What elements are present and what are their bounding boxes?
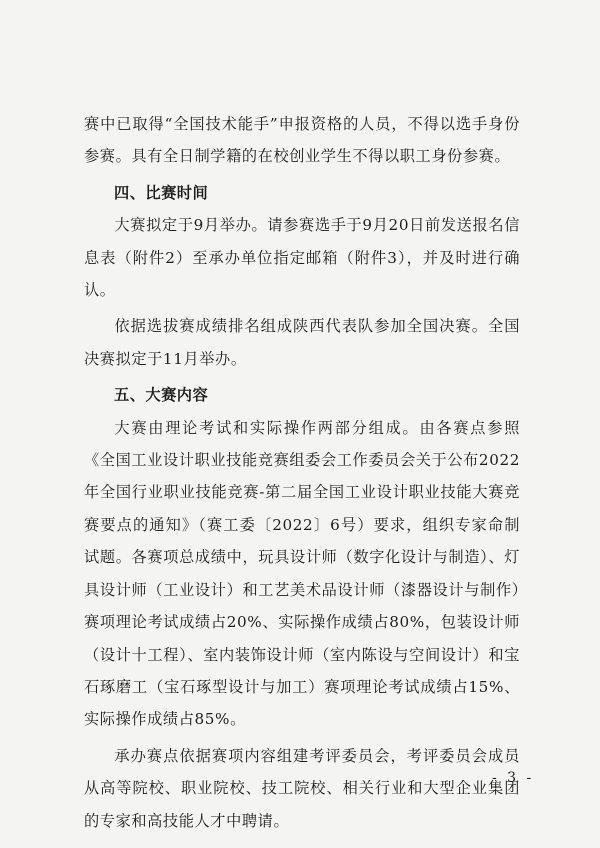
paragraph-eligibility: 赛中已取得“全国技术能手”申报资格的人员，不得以选手身份参赛。具有全日制学籍的在校创业学生不得以职工身份参赛。 <box>84 115 520 166</box>
document-body <box>84 108 520 837</box>
section-heading-content: 五、大赛内容 <box>114 386 209 405</box>
section-heading-schedule: 四、比赛时间 <box>114 183 209 202</box>
paragraph-content-details: 大赛由理论考试和实际操作两部分组成。由各赛点参照《全国工业设计职业技能竞赛组委会工作委员会关于公布2022年全国行业职业技能竞赛-第二届全国工业设计职业技能大赛竞赛要点的通知》（赛工委〔2022〕6号）要求，组织专家命制试题。各赛项总成绩中，玩具设计师（数字化设计与制造）、灯具设计师（工业设计）和工艺美术品设计师（漆器设计与制作）赛项理论考试成绩占20%、实际操作成绩占80%，包装设计师（设计十工程）、室内装饰设计师（室内陈设与空间设计）和宝石琢磨工（宝石琢型设计与加工）赛项理论考试成绩占15%、实际操作成绩占85%。 <box>84 418 520 729</box>
page-number: - 3 - <box>492 770 535 786</box>
paragraph-registration: 大赛拟定于9月举办。请参赛选手于9月20日前发送报名信息表（附件2）至承办单位指定邮箱（附件3），并及时进行确认。 <box>84 216 520 300</box>
paragraph-finals: 依据选拔赛成绩排名组成陕西代表队参加全国决赛。全国决赛拟定于11月举办。 <box>84 317 520 368</box>
paragraph-committee: 承办赛点依据赛项内容组建考评委员会，考评委员会成员从高等院校、职业院校、技工院校、相关行业和大型企业集团的专家和高技能人才中聘请。 <box>84 746 520 830</box>
